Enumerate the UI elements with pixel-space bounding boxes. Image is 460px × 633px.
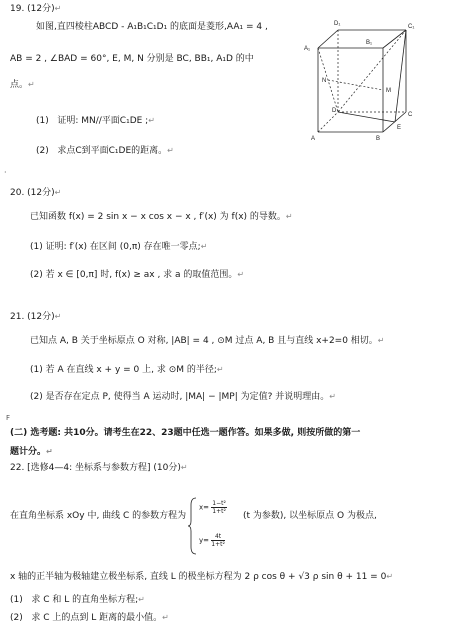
edge-mn bbox=[328, 80, 383, 90]
q20-part2: (2) 若 x ∈ [0,π] 时, f(x) ≥ ax , 求 a 的取值范围。↵ bbox=[30, 270, 245, 280]
label-d: D bbox=[332, 108, 337, 114]
q21-part1: (1) 若 A 在直线 x + y = 0 上, 求 ⊙M 的半径;↵ bbox=[30, 365, 224, 375]
param-x-frac: $\frac{\text{1−t²}}{\text{1+t²}}$ bbox=[212, 500, 226, 515]
label-b: B bbox=[376, 136, 381, 142]
q21-header: 21. (12分)↵ bbox=[10, 312, 62, 322]
param-x-eq: x= $\frac{\text{1−t²}}{\text{1+t²}}$ bbox=[199, 500, 226, 515]
q22-intro-b: (t 为参数), 以坐标原点 O 为极点, bbox=[243, 511, 377, 521]
q22-header: 22. [选修4—4: 坐标系与参数方程] (10分)↵ bbox=[10, 463, 188, 473]
label-d1: D₁ bbox=[334, 21, 341, 27]
q22-part2: (2) 求 C 上的点到 L 距离的最小值。↵ bbox=[10, 613, 169, 623]
q20-part1: (1) 证明: f′(x) 在区间 (0,π) 存在唯一零点;↵ bbox=[30, 242, 208, 252]
q19-part2: (2) 求点C到平面C₁DE的距离。↵ bbox=[36, 146, 174, 156]
q19-line1: 如图,直四棱柱ABCD - A₁B₁C₁D₁ 的底面是菱形,AA₁ = 4 , bbox=[36, 22, 268, 32]
q21-part2: (2) 是否存在定点 P, 使得当 A 运动时, |MA| − |MP| 为定值? 并说明理由。↵ bbox=[30, 392, 336, 402]
q19-line3: 点。↵ bbox=[10, 80, 35, 90]
prism-figure bbox=[298, 8, 458, 148]
q20-header: 20. (12分)↵ bbox=[10, 188, 62, 198]
edge-b1c1 bbox=[383, 30, 406, 48]
edge-a1d1 bbox=[318, 30, 338, 48]
q22-part1: (1) 求 C 和 L 的直角坐标方程;↵ bbox=[10, 595, 145, 605]
label-b1: B₁ bbox=[366, 40, 373, 46]
edge-de bbox=[338, 112, 395, 122]
label-c: C bbox=[408, 112, 413, 118]
q21-intro: 已知点 A, B 关于坐标原点 O 对称, |AB| = 4 , ⊙M 过点 A, B 且与直线 x+2=0 相切。↵ bbox=[30, 336, 385, 346]
label-n: N bbox=[322, 78, 327, 84]
param-y-frac: $\frac{4t}{\text{1+t²}}$ bbox=[211, 533, 225, 548]
section-marker: F bbox=[6, 414, 11, 422]
dot-mark: · bbox=[4, 168, 7, 177]
label-m: M bbox=[386, 88, 391, 94]
label-e: E bbox=[397, 125, 402, 131]
q20-intro: 已知函数 f(x) = 2 sin x − x cos x − x , f′(x) 为 f(x) 的导数。↵ bbox=[30, 212, 293, 222]
q19-line2: AB = 2 , ∠BAD = 60°, E, M, N 分别是 BC, BB₁, A₁D 的中 bbox=[10, 54, 254, 64]
param-y-eq: y= $\frac{4t}{\text{1+t²}}$ bbox=[199, 533, 225, 548]
parametric-brace bbox=[187, 497, 197, 555]
label-a: A bbox=[311, 136, 316, 142]
q22-polar: x 轴的正半轴为极轴建立极坐标系, 直线 L 的极坐标方程为 2 ρ cos θ + √3 ρ sin θ + 11 = 0↵ bbox=[10, 572, 394, 582]
edge-ad bbox=[318, 112, 338, 132]
label-a1: A₁ bbox=[304, 46, 311, 52]
q19-part1: (1) 证明: MN//平面C₁DE ;↵ bbox=[36, 116, 155, 126]
q22-intro-a: 在直角坐标系 xOy 中, 曲线 C 的参数方程为 bbox=[10, 511, 187, 521]
edge-c1e bbox=[395, 30, 406, 122]
q19-header: 19. (12分)↵ bbox=[10, 4, 62, 14]
label-c1: C₁ bbox=[408, 24, 415, 30]
section2-line2: 题计分。↵ bbox=[10, 447, 53, 457]
section2-line1: (二) 选考题: 共10分。请考生在22、23题中任选一题作答。如果多做, 则按所做的第一 bbox=[10, 428, 361, 438]
